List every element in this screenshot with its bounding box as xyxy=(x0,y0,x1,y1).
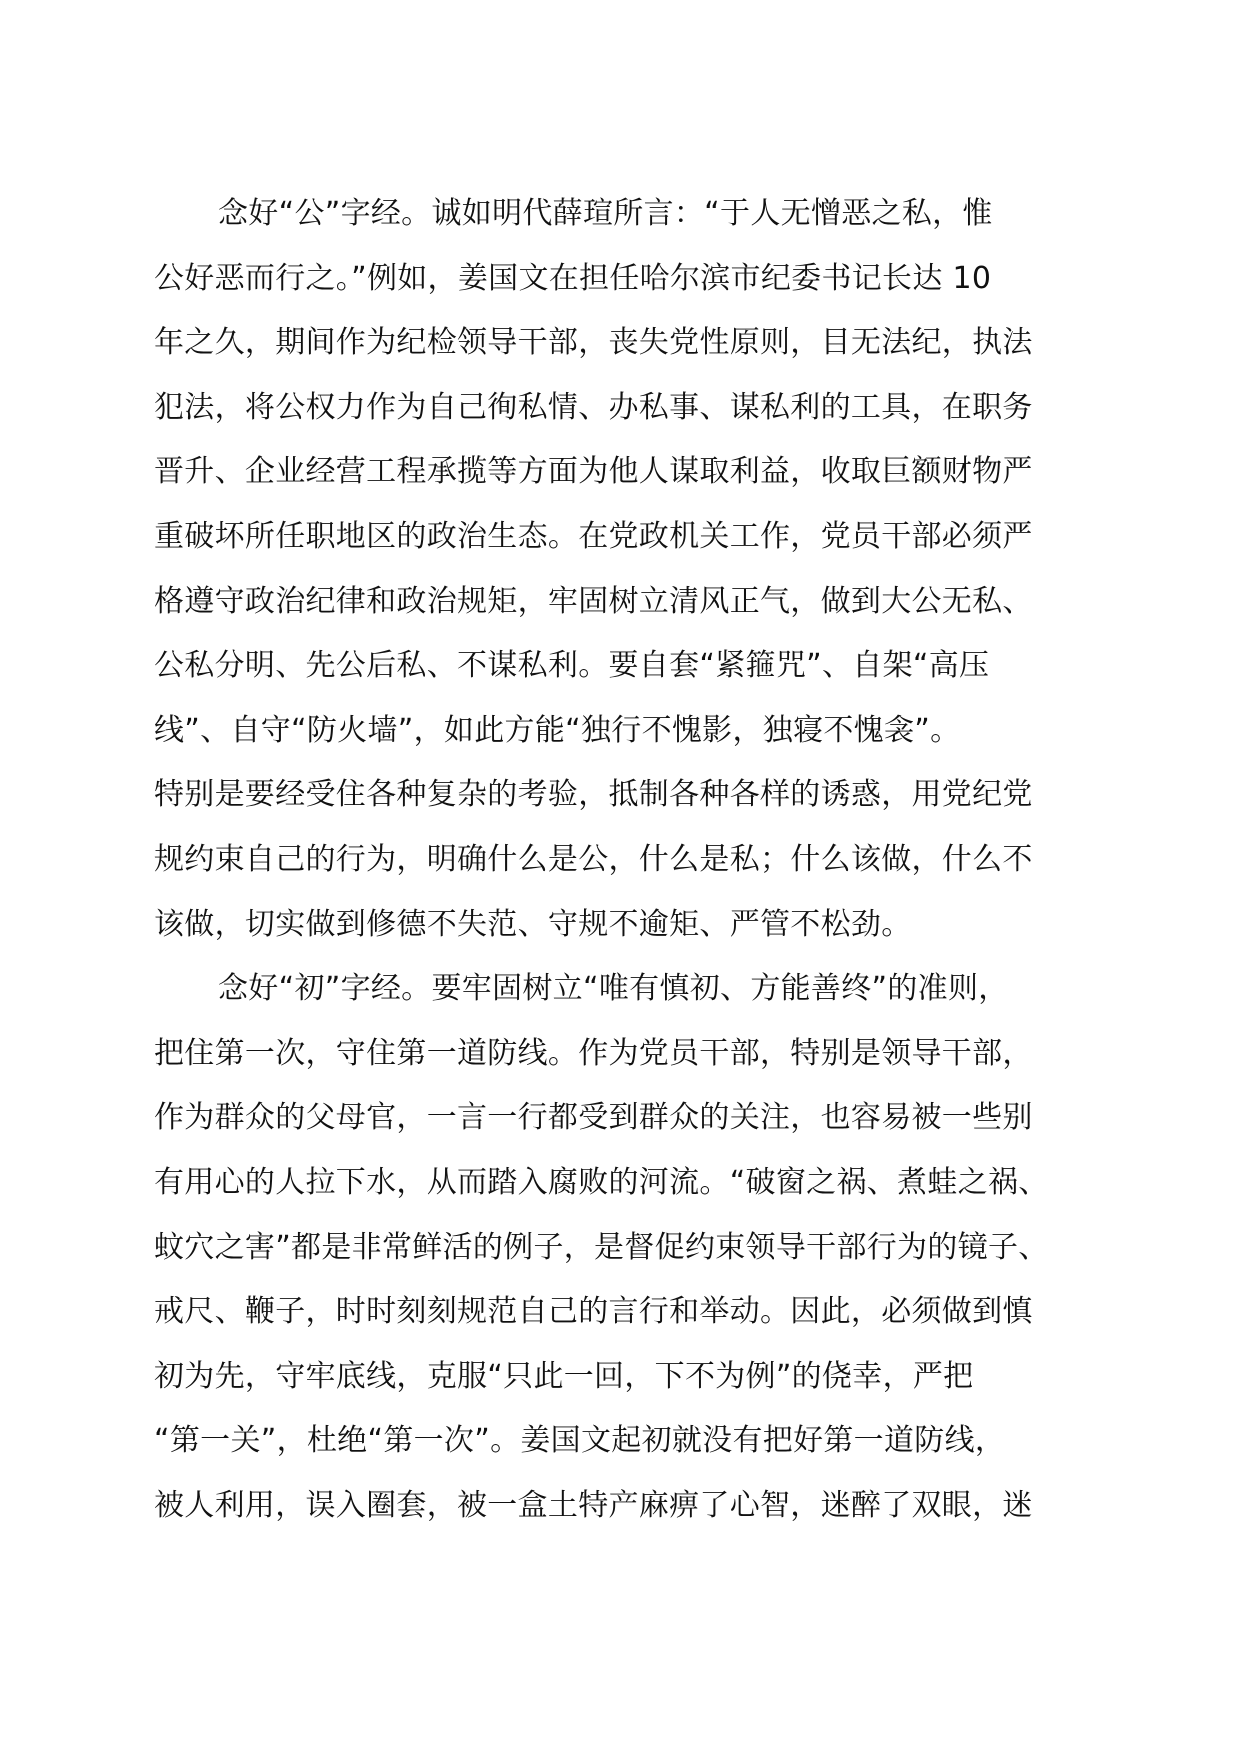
paragraph-2-line-1: 念好“初”字经。要牢固树立“唯有慎初、方能善终”的准则， xyxy=(218,971,1009,1007)
paragraph-1-line-3: 年之久，期间作为纪检领导干部，丧失党性原则，目无法纪，执法 xyxy=(154,325,1033,361)
paragraph-2-line-8: “第一关”，杜绝“第一次”。姜国文起初就没有把好第一道防线， xyxy=(154,1423,1006,1459)
body-text xyxy=(154,182,1099,1538)
paragraph-2-line-4: 有用心的人拉下水，从而踏入腐败的河流。“破窗之祸、煮蛙之祸、 xyxy=(154,1164,1049,1200)
paragraph-1-line-6: 重破坏所任职地区的政治生态。在党政机关工作，党员干部必须严 xyxy=(154,518,1033,554)
paragraph-1-line-5: 晋升、企业经营工程承揽等方面为他人谋取利益，收取巨额财物严 xyxy=(154,454,1033,490)
paragraph-1-line-4: 犯法，将公权力作为自己徇私情、办私事、谋私利的工具，在职务 xyxy=(154,389,1033,425)
paragraph-1-line-12: 该做，切实做到修德不失范、守规不逾矩、严管不松劲。 xyxy=(154,906,912,942)
paragraph-1-line-7: 格遵守政治纪律和政治规矩，牢固树立清风正气，做到大公无私、 xyxy=(154,583,1033,619)
paragraph-2-line-6: 戒尺、鞭子，时时刻刻规范自己的言行和举动。因此，必须做到慎 xyxy=(154,1294,1033,1330)
paragraph-2-line-2: 把住第一次，守住第一道防线。作为党员干部，特别是领导干部， xyxy=(154,1035,1033,1071)
paragraph-1-line-2: 公好恶而行之。”例如，姜国文在担任哈尔滨市纪委书记长达 10 xyxy=(154,260,992,296)
paragraph-1-line-1: 念好“公”字经。诚如明代薛瑄所言：“于人无憎恶之私，惟 xyxy=(218,196,993,231)
paragraph-1-line-11: 规约束自己的行为，明确什么是公，什么是私；什么该做，什么不 xyxy=(154,841,1033,877)
paragraph-2-line-5: 蚊穴之害”都是非常鲜活的例子，是督促约束领导干部行为的镜子、 xyxy=(154,1229,1049,1265)
paragraph-2-line-9: 被人利用，误入圈套，被一盒土特产麻痹了心智，迷醉了双眼，迷 xyxy=(154,1487,1033,1523)
paragraph-2-line-7: 初为先，守牢底线，克服“只此一回，下不为例”的侥幸，严把 xyxy=(154,1358,974,1394)
paragraph-2-line-3: 作为群众的父母官，一言一行都受到群众的关注，也容易被一些别 xyxy=(154,1100,1033,1136)
paragraph-1-line-10: 特别是要经受住各种复杂的考验，抵制各种各样的诱惑，用党纪党 xyxy=(154,777,1033,813)
paragraph-1-line-8: 公私分明、先公后私、不谋私利。要自套“紧箍咒”、自架“高压 xyxy=(154,648,990,684)
paragraph-1-line-9: 线”、自守“防火墙”，如此方能“独行不愧影，独寝不愧衾”。 xyxy=(154,712,961,748)
